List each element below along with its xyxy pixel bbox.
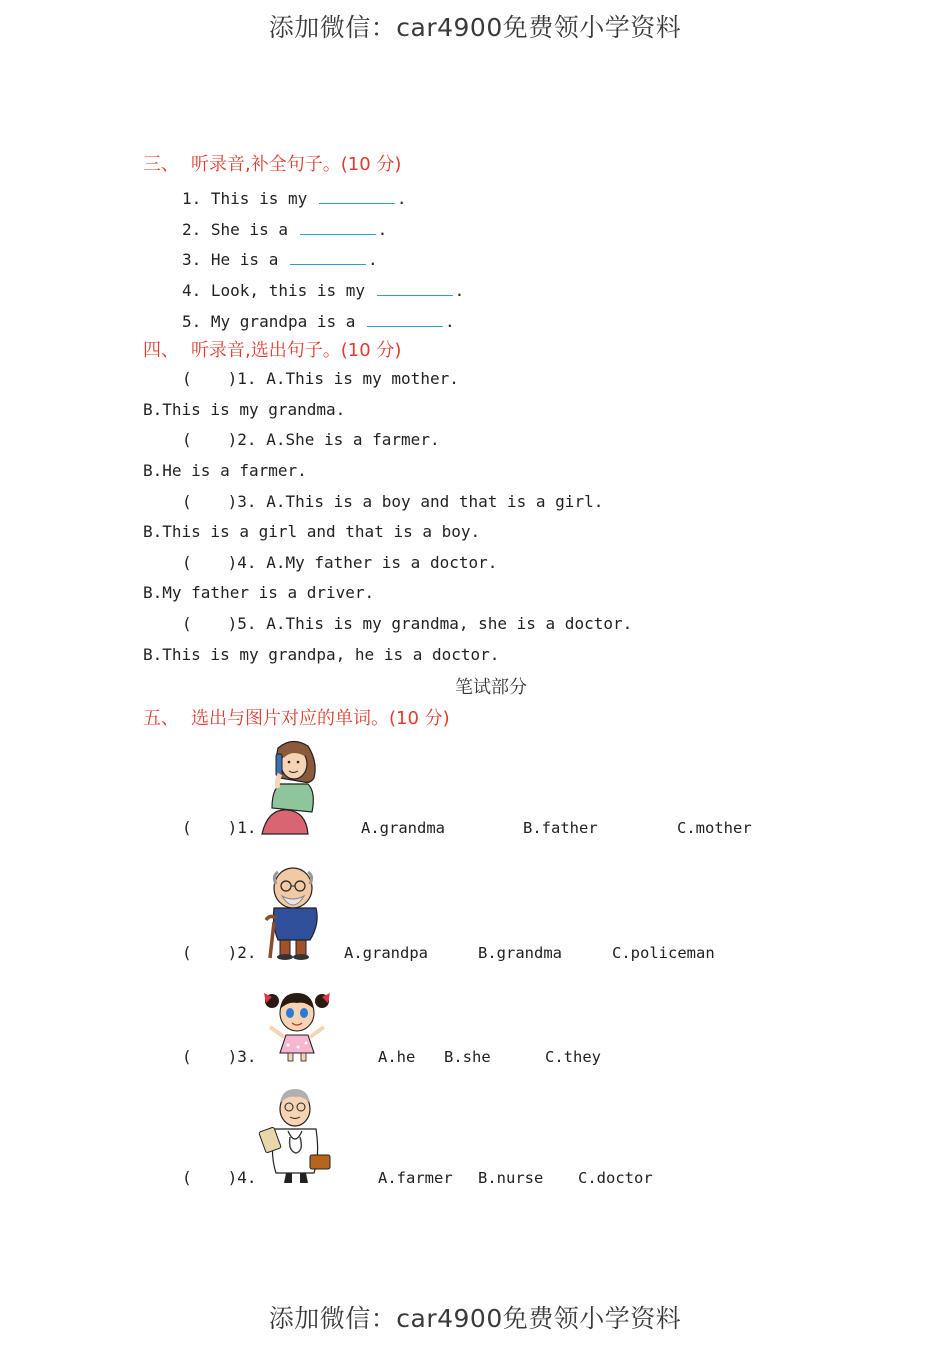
option-a: A.This is my grandma, she is a doctor. xyxy=(266,614,633,633)
fill-item-end: . xyxy=(367,250,378,269)
question-number: )5. xyxy=(227,614,257,633)
old-man-with-cane-picture xyxy=(260,862,326,960)
section-4-title: 听录音,选出句子。(10 分) xyxy=(191,340,402,361)
fill-item-end: . xyxy=(396,189,407,208)
question-number: )2. xyxy=(227,430,257,449)
fill-item-5 xyxy=(182,308,455,331)
question-number: )4. xyxy=(227,553,257,572)
choice-item-3 xyxy=(182,492,603,511)
choice-item-5 xyxy=(182,614,632,633)
fill-item-3 xyxy=(182,246,378,269)
answer-blank[interactable] xyxy=(319,185,395,204)
option-c: C.they xyxy=(545,1048,601,1066)
option-b: B.This is a girl and that is a boy. xyxy=(143,522,481,541)
written-part-title: 笔试部分 xyxy=(455,677,527,698)
answer-paren-open[interactable]: ( xyxy=(182,430,192,449)
section-5-title: 选出与图片对应的单词。(10 分) xyxy=(191,708,450,729)
fill-item-end: . xyxy=(454,281,465,300)
option-a: A.She is a farmer. xyxy=(266,430,440,449)
answer-blank[interactable] xyxy=(300,216,376,235)
section-4-heading xyxy=(143,336,401,362)
picture-item-1 xyxy=(182,818,257,837)
picture-item-3 xyxy=(182,1047,257,1066)
answer-paren-open[interactable]: ( xyxy=(182,492,192,511)
watermark-top: 添加微信：car4900免费领小学资料 xyxy=(268,13,682,42)
option-c: C.policeman xyxy=(612,944,715,962)
option-b: B.nurse xyxy=(478,1169,544,1187)
fill-item-end: . xyxy=(377,220,388,239)
option-a: A.This is a boy and that is a girl. xyxy=(266,492,604,511)
option-a: A.My father is a doctor. xyxy=(266,553,498,572)
option-a: A.farmer xyxy=(378,1169,453,1187)
picture-item-2 xyxy=(182,943,257,962)
watermark-bottom: 添加微信：car4900免费领小学资料 xyxy=(268,1304,682,1333)
section-4-number: 四、 xyxy=(143,340,179,361)
fill-item-text: 5. My grandpa is a xyxy=(182,312,356,331)
little-girl-picture xyxy=(260,983,336,1063)
fill-item-text: 3. He is a xyxy=(182,250,279,269)
fill-item-text: 1. This is my xyxy=(182,189,308,208)
choice-item-4 xyxy=(182,553,497,572)
fill-item-text: 2. She is a xyxy=(182,220,288,239)
answer-paren-open[interactable]: ( xyxy=(182,818,192,837)
option-c: C.mother xyxy=(677,819,752,837)
doctor-picture xyxy=(258,1085,334,1185)
answer-paren-open[interactable]: ( xyxy=(182,1168,192,1187)
answer-paren-open[interactable]: ( xyxy=(182,614,192,633)
woman-on-phone-picture xyxy=(258,738,326,836)
fill-item-end: . xyxy=(445,312,455,331)
option-b: B.she xyxy=(444,1048,491,1066)
answer-blank[interactable] xyxy=(290,246,366,265)
question-number: )1. xyxy=(227,818,257,837)
option-a: A.grandma xyxy=(361,819,445,837)
fill-item-4 xyxy=(182,277,464,300)
section-3-heading xyxy=(143,150,401,176)
section-3-title: 听录音,补全句子。(10 分) xyxy=(191,154,402,175)
question-number: )3. xyxy=(227,1047,257,1066)
section-5-heading xyxy=(143,704,450,730)
option-b: B.grandma xyxy=(478,944,562,962)
option-b: B.This is my grandpa, he is a doctor. xyxy=(143,645,500,664)
answer-paren-open[interactable]: ( xyxy=(182,553,192,572)
picture-item-4 xyxy=(182,1168,257,1187)
fill-item-text: 4. Look, this is my xyxy=(182,281,366,300)
option-b: B.My father is a driver. xyxy=(143,583,375,602)
question-number: )1. xyxy=(227,369,257,388)
section-5-number: 五、 xyxy=(143,708,179,729)
option-c: C.doctor xyxy=(578,1169,653,1187)
option-a: A.he xyxy=(378,1048,416,1066)
section-3-number: 三、 xyxy=(143,154,179,175)
answer-blank[interactable] xyxy=(367,308,443,327)
question-number: )2. xyxy=(227,943,257,962)
choice-item-2 xyxy=(182,430,440,449)
answer-paren-open[interactable]: ( xyxy=(182,369,192,388)
answer-blank[interactable] xyxy=(377,277,453,296)
option-a: A.grandpa xyxy=(344,944,428,962)
fill-item-1 xyxy=(182,185,407,208)
question-number: )3. xyxy=(227,492,257,511)
choice-item-1 xyxy=(182,369,459,388)
option-a: A.This is my mother. xyxy=(266,369,459,388)
option-b: B.He is a farmer. xyxy=(143,461,307,480)
fill-item-2 xyxy=(182,216,387,239)
option-b: B.father xyxy=(523,819,598,837)
option-b: B.This is my grandma. xyxy=(143,400,346,419)
question-number: )4. xyxy=(227,1168,257,1187)
answer-paren-open[interactable]: ( xyxy=(182,943,192,962)
answer-paren-open[interactable]: ( xyxy=(182,1047,192,1066)
